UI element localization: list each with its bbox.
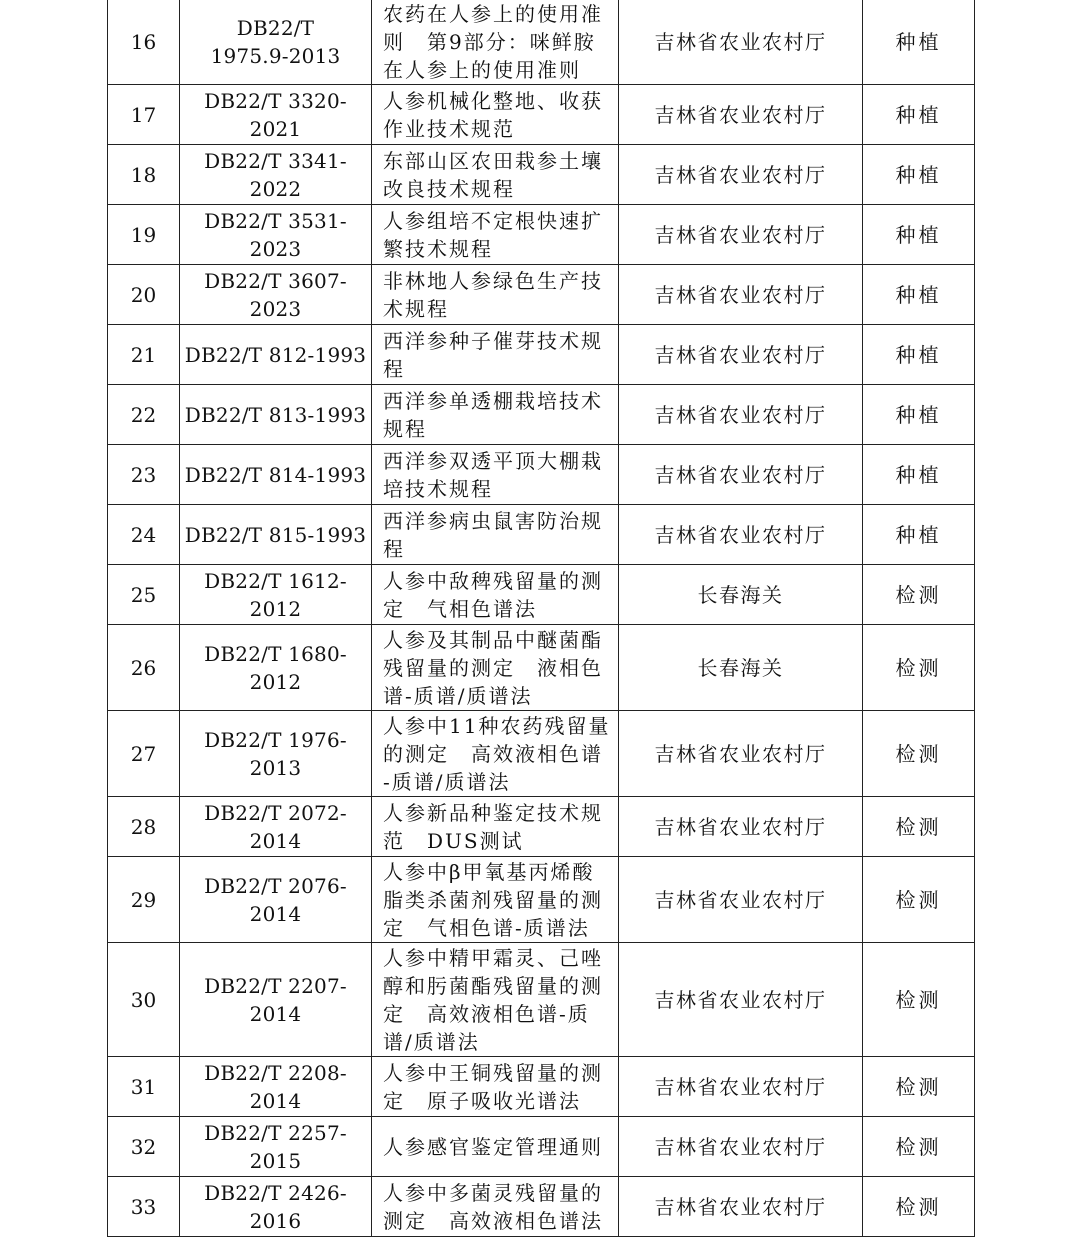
standard-name-line: 在人参上的使用准则: [383, 57, 581, 82]
standard-name-line: 范 DUS测试: [383, 828, 524, 853]
category: 种植: [863, 385, 975, 445]
table-row: [108, 145, 975, 205]
standard-name-line: 人参中β甲氧基丙烯酸: [383, 859, 595, 884]
responsible-organization: 吉林省农业农村厅: [619, 445, 863, 505]
standard-name: [372, 205, 619, 265]
standard-name-line: 人参中多菌灵残留量的: [383, 1180, 603, 1205]
row-number: 30: [108, 943, 180, 1057]
row-number: 31: [108, 1057, 180, 1117]
standard-name-line: -质谱/质谱法: [383, 769, 511, 794]
standard-name-line: 定 高效液相色谱-质: [383, 1001, 590, 1026]
responsible-organization: 吉林省农业农村厅: [619, 205, 863, 265]
standard-code-line: DB22/T 3320-2021: [204, 88, 347, 141]
standard-name: [372, 85, 619, 145]
standard-name-line: 则 第9部分：咪鲜胺: [383, 29, 596, 54]
standard-name-line: 测定 高效液相色谱法: [383, 1208, 603, 1233]
table-row: [108, 85, 975, 145]
responsible-organization: 吉林省农业农村厅: [619, 145, 863, 205]
responsible-organization: 吉林省农业农村厅: [619, 711, 863, 797]
responsible-organization: 吉林省农业农村厅: [619, 1177, 863, 1237]
standard-code-line: DB22/T 2426-2016: [204, 1180, 347, 1233]
row-number: 23: [108, 445, 180, 505]
category: 检测: [863, 625, 975, 711]
standard-code-line: DB22/T 3531-2023: [204, 208, 347, 261]
standard-code: [180, 325, 372, 385]
responsible-organization: 长春海关: [619, 565, 863, 625]
row-number: 25: [108, 565, 180, 625]
responsible-organization: 吉林省农业农村厅: [619, 1057, 863, 1117]
standard-name-line: 程: [383, 356, 405, 381]
row-number: 16: [108, 0, 180, 85]
table-row: [108, 857, 975, 943]
standard-code: [180, 145, 372, 205]
category: 检测: [863, 797, 975, 857]
standard-name-line: 农药在人参上的使用准: [383, 1, 603, 26]
row-number: 32: [108, 1117, 180, 1177]
standard-name: [372, 625, 619, 711]
standard-name: [372, 565, 619, 625]
standard-name-line: 人参中王铜残留量的测: [383, 1060, 603, 1085]
standard-code-line: DB22/T 2076-2014: [204, 873, 347, 926]
row-number: 33: [108, 1177, 180, 1237]
standard-name: [372, 325, 619, 385]
row-number: 20: [108, 265, 180, 325]
standard-name-line: 谱-质谱/质谱法: [383, 683, 533, 708]
responsible-organization: 吉林省农业农村厅: [619, 1117, 863, 1177]
standard-name: [372, 0, 619, 85]
standard-code: [180, 1177, 372, 1237]
table-row: [108, 445, 975, 505]
standard-name-line: 西洋参单透棚栽培技术: [383, 388, 603, 413]
responsible-organization: 吉林省农业农村厅: [619, 385, 863, 445]
table-row: [108, 0, 975, 85]
standard-code-line: DB22/T 2208-2014: [204, 1060, 347, 1113]
standard-name-line: 脂类杀菌剂残留量的测: [383, 887, 603, 912]
category: 种植: [863, 205, 975, 265]
standard-code: [180, 857, 372, 943]
standard-code-line: DB22/T 3341-2022: [204, 148, 347, 201]
standard-name-line: 定 原子吸收光谱法: [383, 1088, 581, 1113]
standard-name-line: 人参中精甲霜灵、己唑: [383, 945, 603, 970]
standard-name: [372, 797, 619, 857]
category: 种植: [863, 0, 975, 85]
standard-code: [180, 565, 372, 625]
responsible-organization: 吉林省农业农村厅: [619, 265, 863, 325]
standard-code: [180, 85, 372, 145]
standard-code-line: DB22/T 2072-2014: [204, 800, 347, 853]
table-row: [108, 625, 975, 711]
responsible-organization: 吉林省农业农村厅: [619, 943, 863, 1057]
standard-name: [372, 711, 619, 797]
standard-name-line: 西洋参病虫鼠害防治规: [383, 508, 603, 533]
standard-name-line: 人参组培不定根快速扩: [383, 208, 603, 233]
standard-code-line: DB22/T 815-1993: [184, 522, 367, 547]
responsible-organization: 吉林省农业农村厅: [619, 797, 863, 857]
standard-name-line: 人参感官鉴定管理通则: [383, 1134, 603, 1159]
standard-code-line: DB22/T 814-1993: [184, 462, 367, 487]
standard-code: [180, 711, 372, 797]
row-number: 19: [108, 205, 180, 265]
category: 种植: [863, 265, 975, 325]
standard-name-line: 人参机械化整地、收获: [383, 88, 603, 113]
table-row: [108, 943, 975, 1057]
standard-name-line: 定 气相色谱法: [383, 596, 537, 621]
standard-code: [180, 625, 372, 711]
standard-code-line: DB22/T 1612-2012: [204, 568, 347, 621]
standard-code: [180, 445, 372, 505]
category: 种植: [863, 505, 975, 565]
category: 检测: [863, 711, 975, 797]
category: 检测: [863, 565, 975, 625]
standard-name-line: 培技术规程: [383, 476, 493, 501]
table-row: [108, 1117, 975, 1177]
row-number: 17: [108, 85, 180, 145]
standard-name: [372, 145, 619, 205]
standard-code: [180, 0, 372, 85]
standard-name-line: 东部山区农田栽参土壤: [383, 148, 603, 173]
standard-name-line: 人参新品种鉴定技术规: [383, 800, 603, 825]
category: 检测: [863, 943, 975, 1057]
table-row: [108, 1057, 975, 1117]
standard-name: [372, 1117, 619, 1177]
standard-name-line: 谱/质谱法: [383, 1029, 480, 1054]
row-number: 29: [108, 857, 180, 943]
standard-name-line: 非林地人参绿色生产技: [383, 268, 603, 293]
standard-name-line: 术规程: [383, 296, 449, 321]
standard-name-line: 西洋参种子催芽技术规: [383, 328, 603, 353]
table-row: [108, 565, 975, 625]
standard-code: [180, 385, 372, 445]
table-row: [108, 325, 975, 385]
standard-name: [372, 857, 619, 943]
standard-code: [180, 1117, 372, 1177]
standard-code-line: DB22/T 1680-2012: [204, 641, 347, 694]
category: 种植: [863, 85, 975, 145]
table-row: [108, 711, 975, 797]
table-row: [108, 205, 975, 265]
responsible-organization: 吉林省农业农村厅: [619, 0, 863, 85]
table-row: [108, 265, 975, 325]
category: 检测: [863, 1177, 975, 1237]
category: 检测: [863, 1057, 975, 1117]
row-number: 28: [108, 797, 180, 857]
standard-name-line: 残留量的测定 液相色: [383, 655, 603, 680]
standards-table-body: [108, 0, 975, 1237]
table-row: [108, 505, 975, 565]
responsible-organization: 吉林省农业农村厅: [619, 325, 863, 385]
standard-name: [372, 1177, 619, 1237]
standard-name-line: 作业技术规范: [383, 116, 515, 141]
standard-code: [180, 265, 372, 325]
table-row: [108, 1177, 975, 1237]
standards-table: [107, 0, 975, 1237]
standard-code: [180, 797, 372, 857]
standard-name-line: 程: [383, 536, 405, 561]
standard-name: [372, 265, 619, 325]
row-number: 24: [108, 505, 180, 565]
standard-name-line: 人参中11种农药残留量: [383, 713, 611, 738]
category: 种植: [863, 325, 975, 385]
standard-name: [372, 505, 619, 565]
responsible-organization: 吉林省农业农村厅: [619, 857, 863, 943]
standard-name: [372, 1057, 619, 1117]
row-number: 22: [108, 385, 180, 445]
standard-code: [180, 1057, 372, 1117]
standard-code-line: DB22/T 2207-2014: [204, 973, 347, 1026]
standard-code-line: DB22/T 812-1993: [184, 342, 367, 367]
standard-name-line: 规程: [383, 416, 427, 441]
standard-code-line: DB22/T 1976-2013: [204, 727, 347, 780]
category: 检测: [863, 857, 975, 943]
table-row: [108, 385, 975, 445]
standard-code: [180, 505, 372, 565]
table-row: [108, 797, 975, 857]
standard-name-line: 人参中敌稗残留量的测: [383, 568, 603, 593]
standard-code: [180, 943, 372, 1057]
category: 检测: [863, 1117, 975, 1177]
standard-name: [372, 385, 619, 445]
standard-name-line: 繁技术规程: [383, 236, 493, 261]
standard-name-line: 的测定 高效液相色谱: [383, 741, 603, 766]
standard-name: [372, 943, 619, 1057]
standard-name-line: 醇和肟菌酯残留量的测: [383, 973, 603, 998]
standard-code-line: DB22/T 3607-2023: [204, 268, 347, 321]
standard-code-line: DB22/T 2257-2015: [204, 1120, 347, 1173]
standard-name-line: 改良技术规程: [383, 176, 515, 201]
row-number: 26: [108, 625, 180, 711]
standard-code-line: 1975.9-2013: [210, 43, 341, 68]
responsible-organization: 吉林省农业农村厅: [619, 85, 863, 145]
row-number: 18: [108, 145, 180, 205]
category: 种植: [863, 145, 975, 205]
standard-name: [372, 445, 619, 505]
standard-name-line: 西洋参双透平顶大棚栽: [383, 448, 603, 473]
standard-code-line: DB22/T 813-1993: [184, 402, 367, 427]
standard-code: [180, 205, 372, 265]
row-number: 27: [108, 711, 180, 797]
standard-code-line: DB22/T: [236, 15, 315, 40]
standard-name-line: 人参及其制品中醚菌酯: [383, 627, 603, 652]
standard-name-line: 定 气相色谱-质谱法: [383, 915, 590, 940]
row-number: 21: [108, 325, 180, 385]
category: 种植: [863, 445, 975, 505]
responsible-organization: 吉林省农业农村厅: [619, 505, 863, 565]
responsible-organization: 长春海关: [619, 625, 863, 711]
